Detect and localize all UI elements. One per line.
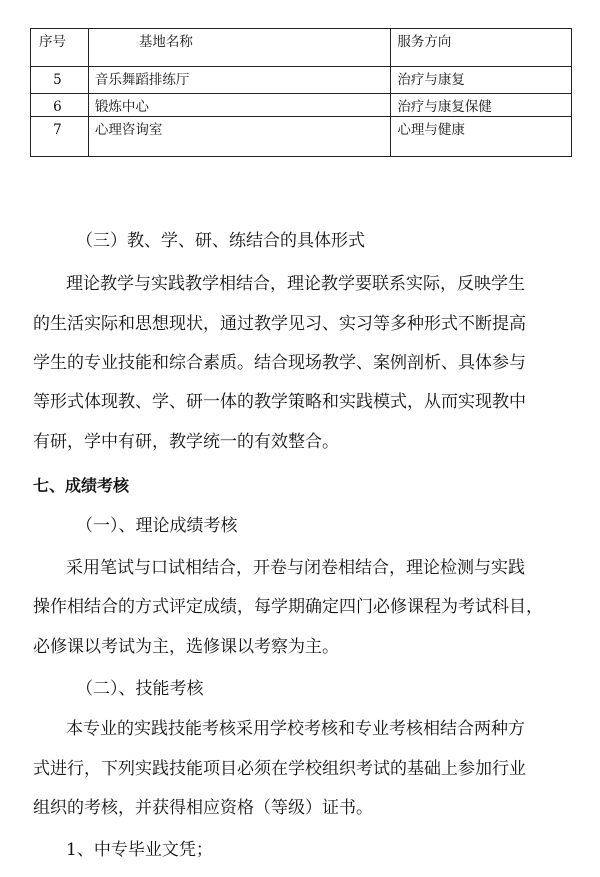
paragraph-line: 等形式体现教、学、研一体的教学策略和实践模式，从而实现教中 bbox=[33, 392, 526, 412]
paragraph-line: 有研，学中有研，教学统一的有效整合。 bbox=[33, 432, 339, 452]
table-header-row bbox=[31, 29, 572, 67]
subsection-1-heading: （一）、理论成绩考核 bbox=[76, 516, 238, 536]
chapter-7-heading: 七、成绩考核 bbox=[33, 476, 130, 495]
paragraph-line: 理论教学与实践教学相结合，理论教学要联系实际，反映学生 bbox=[66, 274, 525, 294]
table-row bbox=[31, 67, 572, 94]
paragraph-line: 学生的专业技能和综合素质。结合现场教学、案例剖析、具体参与 bbox=[33, 353, 526, 373]
paragraph-line: 式进行，下列实践技能项目必须在学校组织考试的基础上参加行业 bbox=[33, 759, 526, 779]
cell-no: 5 bbox=[31, 67, 89, 94]
paragraph-line: 组织的考核，并获得相应资格（等级）证书。 bbox=[33, 798, 373, 818]
header-cell-name: 基地名称 bbox=[88, 29, 390, 67]
cell-name: 音乐舞蹈排练厅 bbox=[88, 67, 390, 94]
header-cell-direction: 服务方向 bbox=[391, 29, 572, 67]
cell-name: 锻炼中心 bbox=[88, 94, 390, 117]
base-table bbox=[30, 28, 572, 157]
section-3-heading: （三）教、学、研、练结合的具体形式 bbox=[76, 231, 365, 251]
paragraph-line: 必修课以考试为主，选修课以考察为主。 bbox=[33, 637, 339, 657]
list-item-1: 1、中专毕业文凭； bbox=[66, 840, 213, 860]
cell-no: 6 bbox=[31, 94, 89, 117]
paragraph-line: 本专业的实践技能考核采用学校考核和专业考核相结合两种方 bbox=[66, 719, 525, 739]
header-cell-no: 序号 bbox=[31, 29, 89, 67]
cell-no: 7 bbox=[31, 117, 89, 157]
cell-direction: 治疗与康复 bbox=[391, 67, 572, 94]
paragraph-line: 的生活实际和思想现状，通过教学见习、实习等多种形式不断提高 bbox=[33, 314, 526, 334]
cell-direction: 心理与健康 bbox=[391, 117, 572, 157]
subsection-2-heading: （二）、技能考核 bbox=[76, 679, 204, 699]
paragraph-line: 采用笔试与口试相结合，开卷与闭卷相结合，理论检测与实践 bbox=[66, 558, 525, 578]
cell-direction: 治疗与康复保健 bbox=[391, 94, 572, 117]
table-row bbox=[31, 117, 572, 157]
cell-name: 心理咨询室 bbox=[88, 117, 390, 157]
paragraph-line: 操作相结合的方式评定成绩，每学期确定四门必修课程为考试科目， bbox=[33, 597, 543, 617]
table-row bbox=[31, 94, 572, 117]
